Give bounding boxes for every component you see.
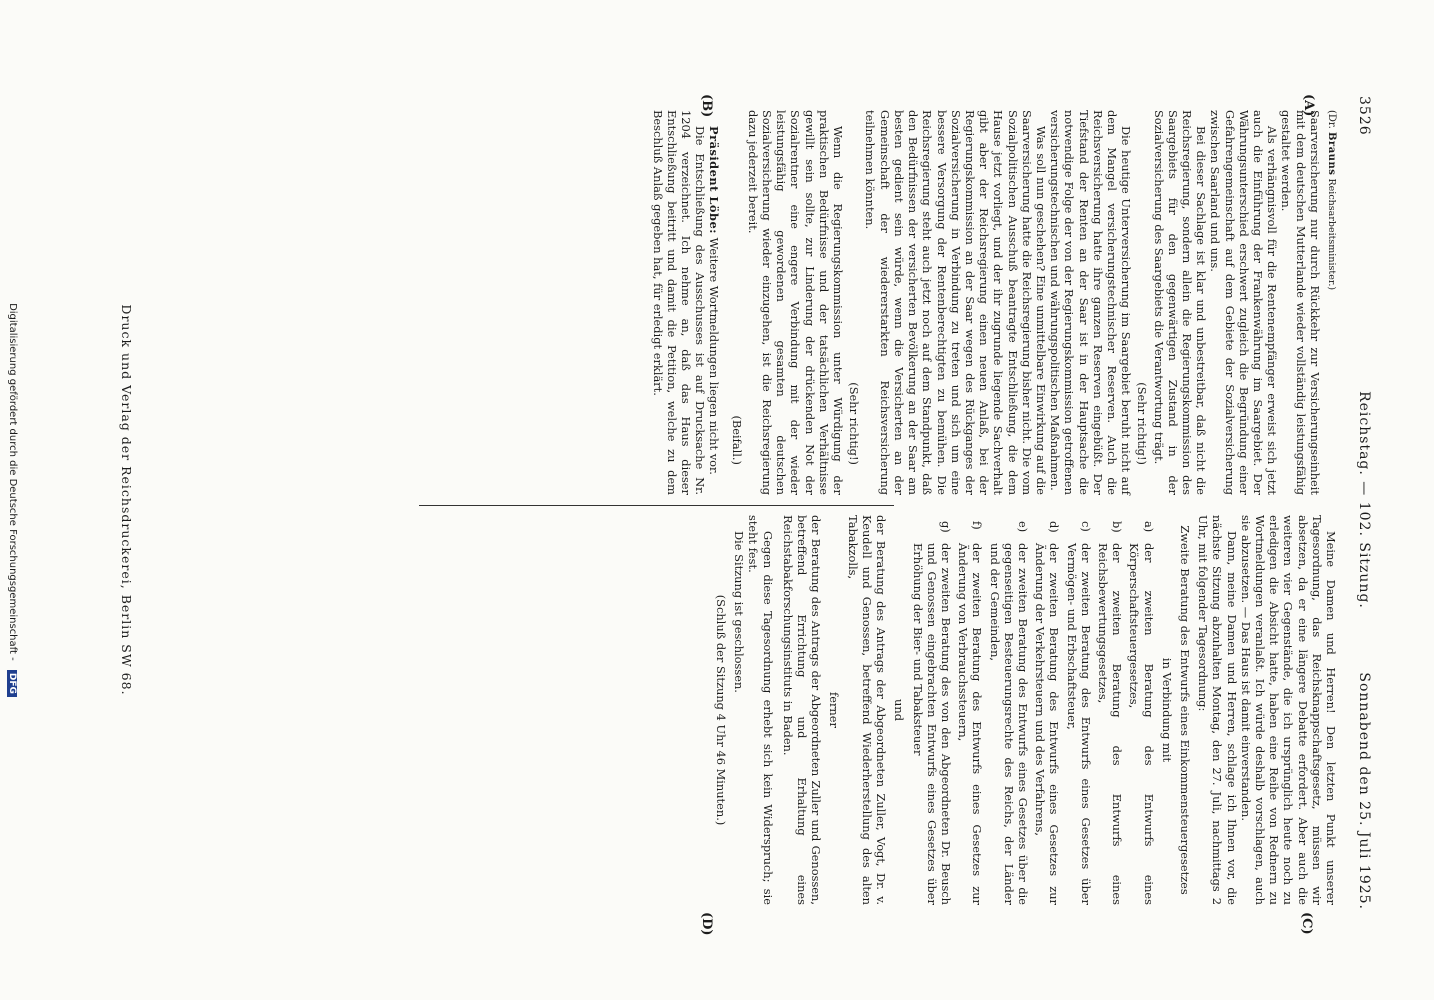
paragraph: Die heutige Unterversicherung im Saargebiet beruht nicht auf dem Mangel versicherungstechnischer Reserven. Auch die Reichsversicherung hatte ihre ganzen Reserven eingebüßt. Der Tiefstand der Renten an der Saar ist in der Hauptsache die notwendige Folge der von der Regierungskommission getroffenen versicherungstechnischen und währungspolitischen Maßnahmen. [1048,110,1134,495]
agenda-list [910,515,1155,905]
speaker-role: Reichsarbeitsminister.) [1326,178,1337,291]
agenda-item: e) der zweiten Beratung des Entwurfs eines Gesetzes über die gegenseitigen Besteuerungsrechte des Reichs, der Länder und der Gemeinden, [987,521,1030,905]
margin-letter-a: (A) [1301,94,1316,117]
left-column [650,110,1338,495]
session-closing: (Schluß der Sitzung 4 Uhr 46 Minuten.) [714,594,729,826]
margin-letter-c: (C) [1299,912,1314,935]
paragraph: Die Entschließung des Ausschusses ist auf Drucksache Nr. 1204 verzeichnet. Ich nehme an, daß das Haus dieser Entschließung beitritt und damit die Petition, welche zu dem Beschluß Anlaß gegeben hat, für erledigt erklärt. [650,110,708,495]
agenda-motion: der Beratung des Antrags der Abgeordneten Zuller, Vogt, Dr. v. Keudell und Genossen, betreffend Wiederherstellung des alten Tabakzolls, [845,515,889,905]
margin-letter-d: (D) [699,912,714,936]
interjection: (Sehr richtig!) [847,382,862,465]
column-divider [419,505,894,506]
agenda-item: f) der zweiten Beratung des Entwurfs eines Gesetzes zur Änderung von Verbrauchssteuern, [956,521,985,905]
agenda-connector: in Verbindung mit [1159,657,1174,763]
agenda-motion: der Beratung des Antrags der Abgeordneten Zuller und Genossen, betreffend Errichtung und Erhaltung eines Reichstabakforschungsinstituts in Baden. [780,515,824,905]
president-paragraph [707,110,721,495]
session-date: Sonnabend den 25. Juli 1925. [1356,672,1372,910]
paragraph: Gegen diese Tagesordnung erhebt sich kein Widerspruch; sie steht fest. [746,515,775,905]
digitization-text: Digitalisierung gefördert durch die Deutsche Forschungsgemeinschaft - [7,303,18,661]
agenda-item: d) der zweiten Beratung des Entwurfs eines Gesetzes zur Änderung der Verkehrsteuern und des Verfahrens, [1033,521,1062,905]
paragraph: Dann, meine Damen und Herren, schlage ich Ihnen vor, die nächste Sitzung abzuhalten Montag, den 27. Juli, nachmittags 2 Uhr, mit folgender Tagesordnung: [1196,515,1239,905]
agenda-intro: Zweite Beratung des Entwurfs eines Einkommensteuergesetzes [1177,525,1192,895]
paragraph: Als verhängnisvoll für die Rentenempfänger erweist sich jetzt auch die Einführung der Frankenwährung im Saargebiet. Der Währungsunterschied erschwert zugleich die Begründung einer Gefahrengemeinschaft auf dem Gebiete der Sozialversicherung zwischen Saarland und uns. [1208,110,1280,495]
agenda-item: b) der zweiten Beratung des Entwurfs eines Reichsbewertungsgesetzes, [1095,521,1125,905]
speaker-line [1324,110,1338,495]
paragraph: Meine Damen und Herren! Den letzten Punkt unserer Tagesordnung, das Reichsknappschaftsgesetz, müssen wir absetzen, da er eine längere Debatte erfordert. Aber auch die weiteren vier Gegenstände, die ich ursprünglich heute noch zu erledigen die Absicht hatte, haben eine Reihe von Rednern zu Wortmeldungen veranlaßt. Ich würde deshalb vorschlagen, auch sie abzusetzen. — Das Haus ist damit einverstanden. [1238,515,1338,905]
agenda-item: a) der zweiten Beratung des Entwurfs eines Körperschaftsteuergesetzes, [1127,521,1156,905]
speaker-prefix: (Dr. [1326,110,1337,129]
digitization-note [7,0,18,1000]
page-number: 3526 [1356,96,1372,136]
agenda-item: c) der zweiten Beratung des Entwurfs eines Gesetzes über Vermögen- und Erbschaftsteuer, [1064,521,1093,905]
president-name: Präsident Löbe: [707,126,722,234]
dfg-logo: DFG [7,670,17,697]
paragraph: Wenn die Regierungskommission unter Würdigung der praktischen Bedürfnisse und der tatsächlichen Verhältnisse gewillt sein sollte, zur Linderung der drückenden Not der Sozialrentner eine engere Verbindung mit der wieder leistungsfähig gewordenen gesamten deutschen Sozialversicherung wieder einzugehen, ist die Reichsregierung dazu jederzeit bereit. [745,110,846,495]
paragraph: Die Sitzung ist geschlossen. [732,531,747,693]
agenda-connector: und [892,699,907,721]
interjection: (Beifall.) [729,415,744,465]
paragraph: Was soll nun geschehen? Eine unmittelbare Einwirkung auf die Saarversicherung hatte die Reichsregierung bisher nicht. Die vom Sozialpolitischen Ausschuß beantragte Entschließung, die dem Hause jetzt vorliegt, und der ihr zugrunde liegende Sachverhalt gibt aber der Reichsregierung einen neuen Anlaß, bei der Regierungskommission an der Saar wegen des Rückganges der Sozialversicherung in Verbindung zu treten und sich um eine bessere Versorgung der Rentenberechtigten zu bemühen. Die Reichsregierung steht auch jetzt noch auf dem Standpunkt, daß den Bedürfnissen der versicherten Bevölkerung an der Saar am besten gedient sein würde, wenn die Versicherten an der Gemeinschaft der wiedererstarkten Reichsversicherung teilnehmen könnten. [863,110,1048,495]
right-column [710,515,1338,905]
president-remark: Weitere Wortmeldungen liegen nicht vor. [707,237,722,475]
paragraph: Saarversicherung nur durch Rückkehr zur Versicherungseinheit mit dem deutschen Mutterlande wieder vollständig leistungsfähig gestaltet werden. [1279,110,1322,495]
margin-letter-b: (B) [699,94,714,118]
agenda-item: g) der zweiten Beratung des von den Abgeordneten Dr. Beusch und Genossen eingebrachten Entwurfs eines Gesetzes über Erhöhung der Bier- und Tabaksteuer [910,521,953,905]
speaker-name: Brauns [1326,131,1337,176]
interjection: (Sehr richtig!) [1135,382,1150,465]
printer-imprint: Druck und Verlag der Reichsdruckerei, Berlin SW 68. [119,304,134,696]
paragraph: Bei dieser Sachlage ist klar und unbestreitbar, daß nicht die Reichsregierung, sondern allein die Regierungskommission des Saargebiets für den gegenwärtigen Zustand in der Sozialversicherung des Saargebiets die Verantwortung trägt. [1151,110,1209,495]
session-title: Reichstag. — 102. Sitzung. [1356,391,1372,609]
agenda-connector: ferner [827,692,842,728]
